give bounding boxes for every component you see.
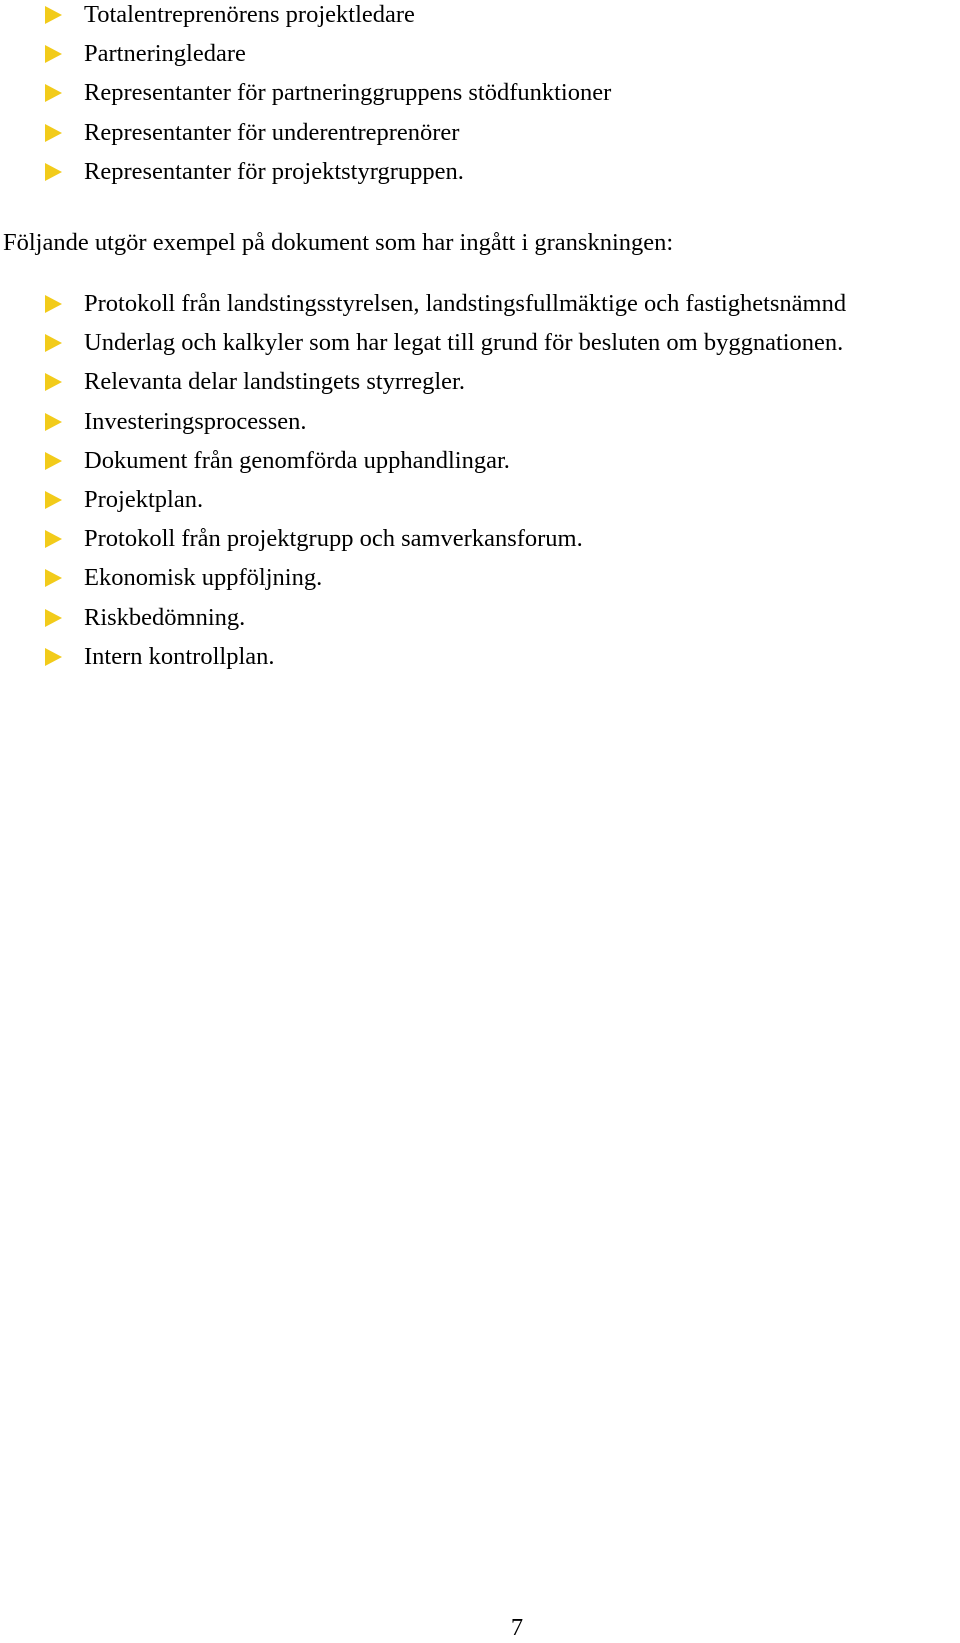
triangle-right-icon bbox=[45, 6, 62, 24]
triangle-right-icon bbox=[45, 45, 62, 63]
list-item-text: Ekonomisk uppföljning. bbox=[84, 564, 323, 592]
triangle-right-icon bbox=[45, 452, 62, 470]
list-item-text: Riskbedömning. bbox=[84, 603, 246, 631]
triangle-right-icon bbox=[45, 530, 62, 548]
triangle-right-icon bbox=[45, 295, 62, 313]
triangle-right-icon bbox=[45, 163, 62, 181]
list-item-text: Representanter för projektstyrgruppen. bbox=[84, 157, 464, 185]
triangle-right-icon bbox=[45, 648, 62, 666]
list-item-text: Dokument från genomförda upphandlingar. bbox=[84, 446, 510, 474]
list-item-text: Underlag och kalkyler som har legat till grund för besluten om byggnationen. bbox=[84, 329, 844, 357]
list-item-text: Totalentreprenörens projektledare bbox=[84, 1, 415, 28]
list-item-text: Relevanta delar landstingets styrregler. bbox=[84, 368, 465, 396]
triangle-right-icon bbox=[45, 491, 62, 509]
triangle-right-icon bbox=[45, 84, 62, 102]
list-item-text: Intern kontrollplan. bbox=[84, 642, 275, 670]
list-item-text: Investeringsprocessen. bbox=[84, 407, 307, 435]
list-item-text: Representanter för underentreprenörer bbox=[84, 118, 460, 146]
list-item-text: Protokoll från landstingsstyrelsen, landstingsfullmäktige och fastighetsnämnd bbox=[84, 290, 847, 317]
triangle-right-icon bbox=[45, 569, 62, 587]
list-item-text: Projektplan. bbox=[84, 485, 204, 513]
triangle-right-icon bbox=[45, 413, 62, 431]
triangle-right-icon bbox=[45, 334, 62, 352]
triangle-right-icon bbox=[45, 124, 62, 142]
triangle-right-icon bbox=[45, 609, 62, 627]
triangle-right-icon bbox=[45, 373, 62, 391]
page-number: 7 bbox=[510, 1614, 524, 1641]
list-item-text: Representanter för partneringgruppens stödfunktioner bbox=[84, 79, 612, 107]
list-item-text: Partneringledare bbox=[84, 40, 246, 68]
list-item-text: Protokoll från projektgrupp och samverkansforum. bbox=[84, 525, 583, 553]
documents-intro-paragraph: Följande utgör exempel på dokument som har ingått i granskningen: bbox=[3, 229, 674, 256]
